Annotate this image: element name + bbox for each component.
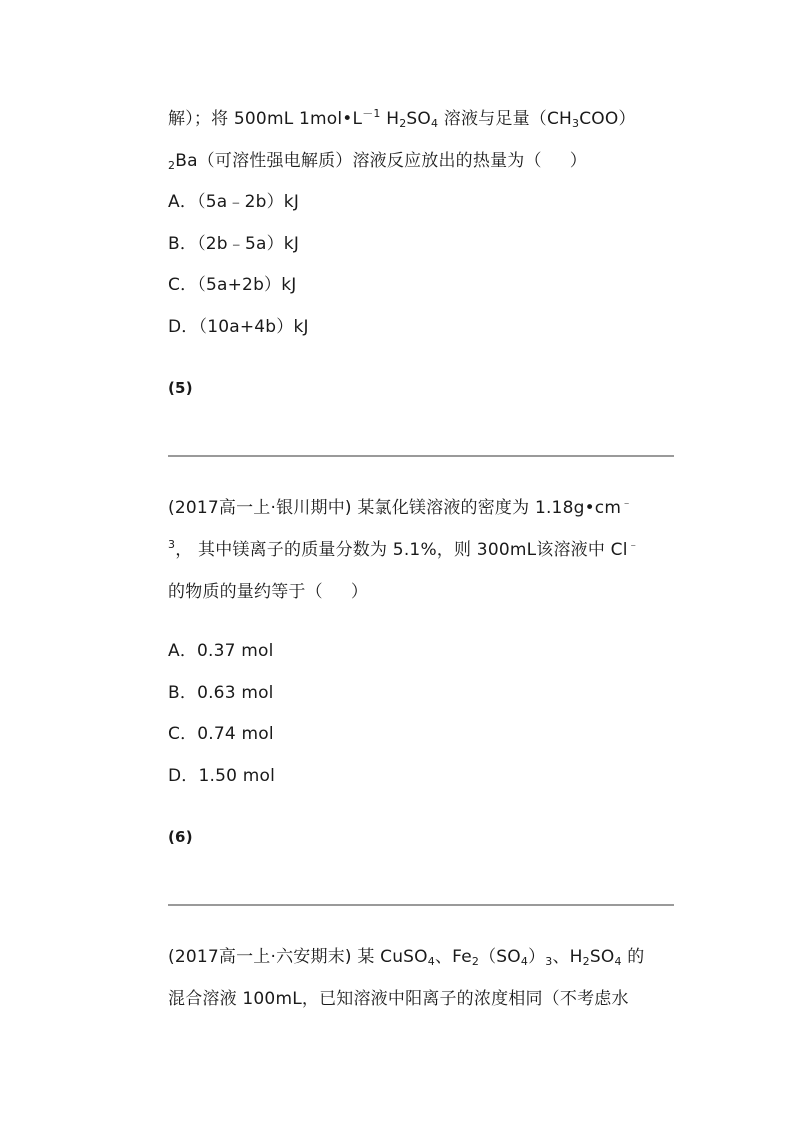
q4-stem-line-1: 解）；将 500mL $1mol•L^{-1}$ $H_2SO_4$ 溶液与足量$(CH_3COO)$ xyxy=(168,107,636,130)
divider xyxy=(168,455,674,457)
q6-stem-line-1: (2017高一上·六安期末) 某 CuSO$_4$、$Fe_2(SO_4)_3$、$H_2SO_4$ 的 xyxy=(168,947,645,968)
q5-option-a: A．0.37 mol xyxy=(168,641,274,661)
q5-stem-line-1: (2017高一上·银川期中) 某氯化镁溶液的密度为 1.18g•cm﹣ xyxy=(168,496,633,518)
question-number-6: (6) xyxy=(168,828,193,846)
q5-option-d: D．1.50 mol xyxy=(168,766,276,786)
q4-option-c: C．（5a+2b）kJ xyxy=(168,275,297,295)
q4-stem-line-2: $_2$Ba（可溶性强电解质）溶液反应放出的热量为（ ） xyxy=(168,151,587,172)
q4-option-d: D．（10a+4b）kJ xyxy=(168,317,309,337)
q5-stem-line-2: $^3$， 其中镁离子的质量分数为 5.1%，则 300mL该溶液中 Cl﹣ xyxy=(168,538,639,560)
question-number-5: (5) xyxy=(168,379,193,397)
q5-option-c: C．0.74 mol xyxy=(168,724,274,744)
divider xyxy=(168,904,674,906)
q4-option-a: A．（5a﹣2b）kJ xyxy=(168,192,300,212)
q5-option-b: B．0.63 mol xyxy=(168,683,274,703)
q5-stem-line-3: 的物质的量约等于（ ） xyxy=(168,582,369,602)
q4-option-b: B．（2b﹣5a）kJ xyxy=(168,234,300,254)
q6-stem-line-2: 混合溶液 100mL，已知溶液中阳离子的浓度相同（不考虑水 xyxy=(168,989,629,1009)
